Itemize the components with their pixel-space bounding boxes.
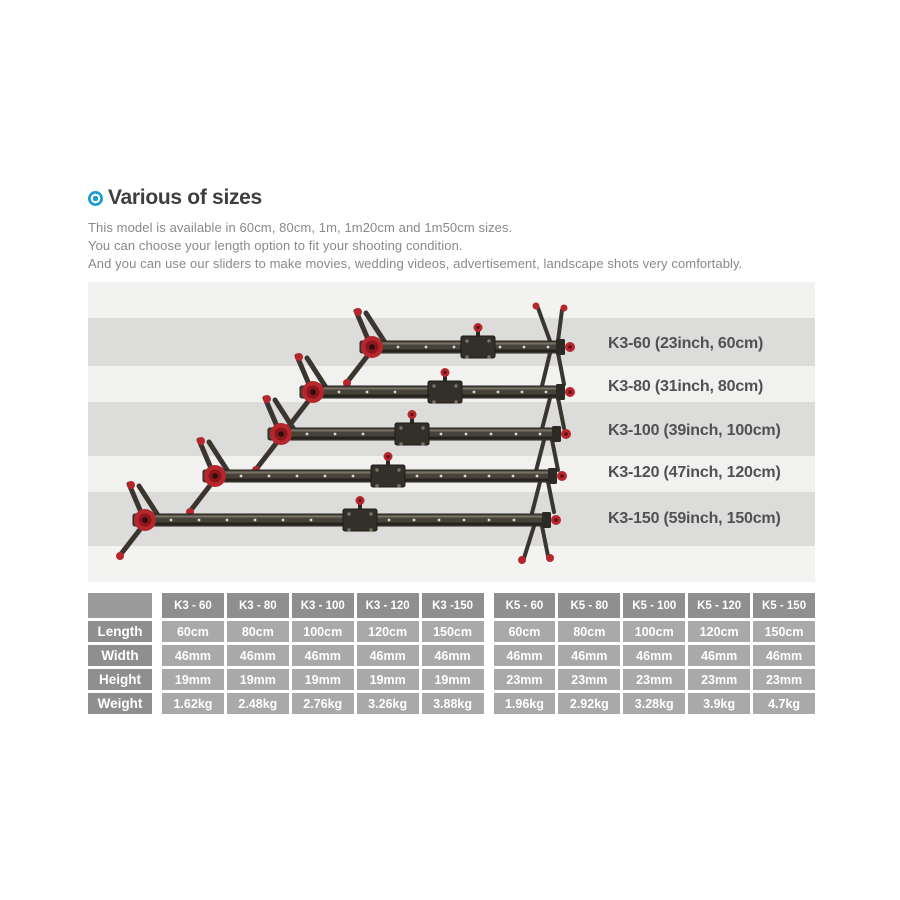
spec-cell: 120cm [688,621,750,642]
spec-col-header: K3 -150 [422,593,484,618]
spec-cell: 60cm [494,621,556,642]
spec-col-header: K5 - 80 [558,593,620,618]
spec-col-header: K3 - 100 [292,593,354,618]
spec-cell: 4.7kg [753,693,815,714]
spec-cell: 46mm [422,645,484,666]
spec-row-label: Length [88,621,152,642]
spec-cell: 2.48kg [227,693,289,714]
spec-cell: 23mm [688,669,750,690]
spec-cell: 100cm [623,621,685,642]
table-column-gap [487,621,491,642]
table-column-gap [155,621,159,642]
slider-sizes-photo [88,282,815,582]
table-column-gap [155,669,159,690]
spec-cell: 120cm [357,621,419,642]
spec-cell: 23mm [494,669,556,690]
spec-col-header: K5 - 100 [623,593,685,618]
spec-cell: 100cm [292,621,354,642]
spec-cell: 46mm [162,645,224,666]
spec-cell: 19mm [227,669,289,690]
spec-cell: 46mm [558,645,620,666]
spec-col-header: K3 - 80 [227,593,289,618]
spec-cell: 150cm [422,621,484,642]
intro-text [88,219,815,273]
table-column-gap [487,593,491,618]
spec-row-label: Height [88,669,152,690]
spec-row-label: Width [88,645,152,666]
slider-k3-80-drawing [284,353,575,432]
spec-cell: 23mm [558,669,620,690]
slider-k3-120-drawing [186,437,567,516]
spec-table [88,593,815,714]
spec-cell: 3.28kg [623,693,685,714]
slider-k3-150-drawing [116,481,561,564]
spec-cell: 46mm [753,645,815,666]
table-column-gap [155,693,159,714]
spec-cell: 150cm [753,621,815,642]
page-title: Various of sizes [108,186,262,209]
size-label-k3-120: K3-120 (47inch, 120cm) [608,464,781,481]
slider-k3-100-drawing [252,395,571,474]
spec-cell: 46mm [623,645,685,666]
spec-cell: 3.9kg [688,693,750,714]
table-column-gap [487,693,491,714]
table-column-gap [155,593,159,618]
spec-corner-cell [88,593,152,618]
spec-cell: 80cm [227,621,289,642]
spec-cell: 80cm [558,621,620,642]
intro-line: This model is available in 60cm, 80cm, 1m, 1m20cm and 1m50cm sizes. [88,220,513,235]
spec-cell: 19mm [357,669,419,690]
spec-cell: 19mm [162,669,224,690]
size-label-k3-100: K3-100 (39inch, 100cm) [608,422,781,439]
intro-line: You can choose your length option to fit your shooting condition. [88,238,463,253]
table-column-gap [487,669,491,690]
spec-cell: 23mm [623,669,685,690]
table-column-gap [487,645,491,666]
spec-col-header: K3 - 120 [357,593,419,618]
spec-cell: 46mm [357,645,419,666]
spec-cell: 2.76kg [292,693,354,714]
spec-cell: 19mm [292,669,354,690]
size-label-k3-150: K3-150 (59inch, 150cm) [608,510,781,527]
spec-col-header: K5 - 120 [688,593,750,618]
spec-row-label: Weight [88,693,152,714]
spec-cell: 46mm [494,645,556,666]
bullet-icon [88,191,103,206]
spec-cell: 3.26kg [357,693,419,714]
product-size-section [88,186,815,714]
spec-cell: 46mm [688,645,750,666]
spec-cell: 46mm [292,645,354,666]
spec-col-header: K5 - 60 [494,593,556,618]
spec-cell: 3.88kg [422,693,484,714]
size-label-k3-60: K3-60 (23inch, 60cm) [608,335,764,352]
intro-line: And you can use our sliders to make movies, wedding videos, advertisement, landscape shots very comfortably. [88,256,743,271]
spec-cell: 2.92kg [558,693,620,714]
spec-col-header: K3 - 60 [162,593,224,618]
table-column-gap [155,645,159,666]
spec-cell: 46mm [227,645,289,666]
spec-col-header: K5 - 150 [753,593,815,618]
spec-cell: 1.62kg [162,693,224,714]
spec-cell: 19mm [422,669,484,690]
spec-cell: 1.96kg [494,693,556,714]
spec-cell: 23mm [753,669,815,690]
spec-cell: 60cm [162,621,224,642]
section-title-row [88,186,815,210]
size-label-k3-80: K3-80 (31inch, 80cm) [608,378,764,395]
slider-k3-60-drawing [343,303,575,388]
